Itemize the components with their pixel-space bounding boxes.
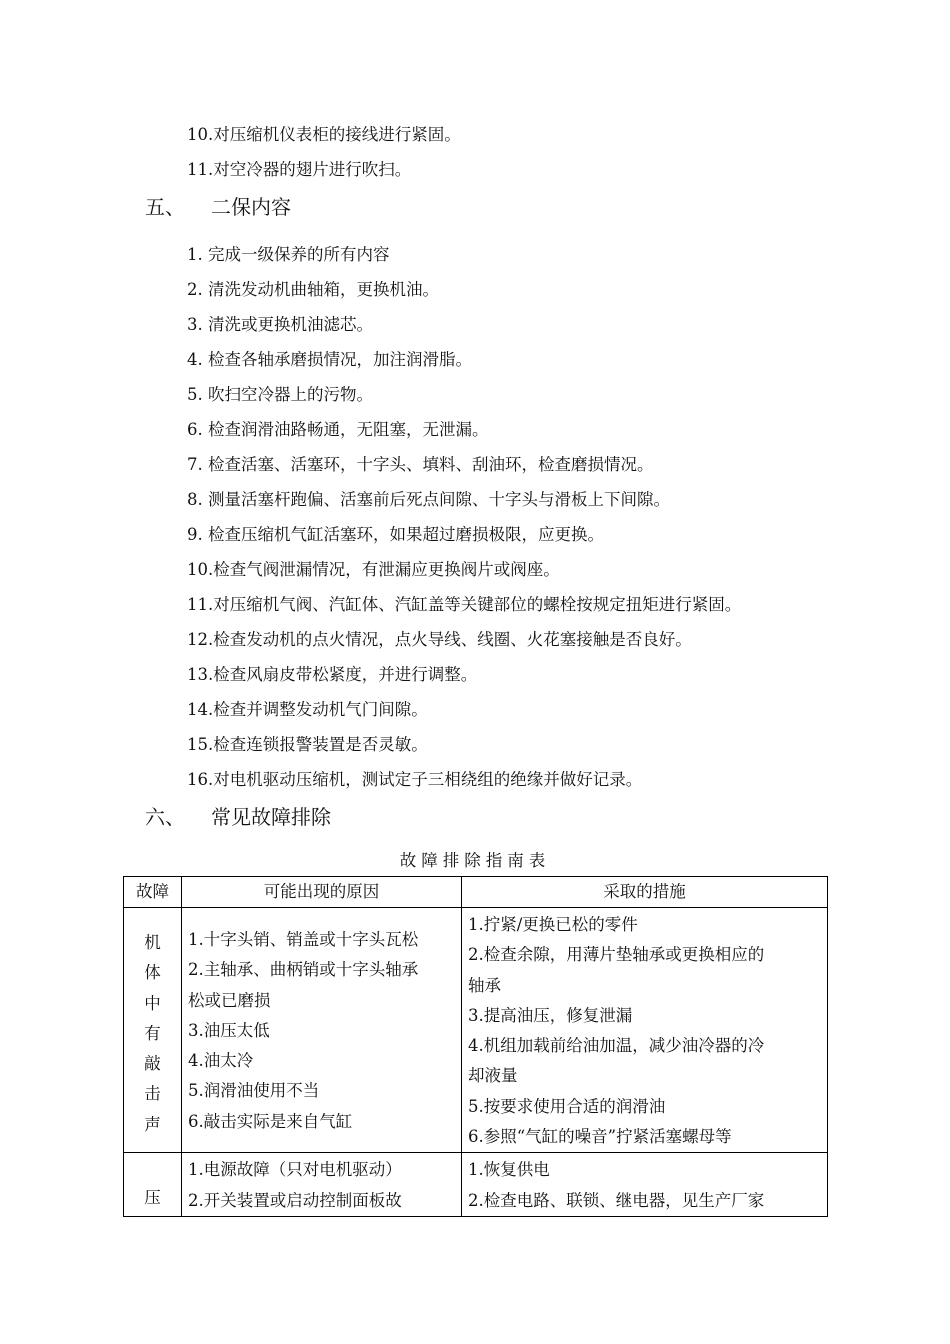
header-fault: 故障 xyxy=(124,877,182,908)
action-line: 6.参照“气缸的噪音”拧紧活塞螺母等 xyxy=(468,1127,732,1147)
cause-line: 3.油压太低 xyxy=(188,1020,270,1040)
cause-line: 1.十字头销、销盖或十字头瓦松 xyxy=(188,930,419,949)
fault-char: 压 xyxy=(144,1188,161,1208)
table-row xyxy=(124,908,828,1153)
fault-guide-table xyxy=(123,876,828,1217)
action-line: 2.检查余隙，用薄片垫轴承或更换相应的 xyxy=(468,945,765,965)
action-line: 1.恢复供电 xyxy=(468,1160,550,1180)
section-heading-6 xyxy=(145,804,331,830)
list-item: 13.检查风扇皮带松紧度，并进行调整。 xyxy=(187,665,478,684)
cause-line: 4.油太冷 xyxy=(188,1051,254,1071)
list-item: 11.对压缩机气阀、汽缸体、汽缸盖等关键部位的螺栓按规定扭矩进行紧固。 xyxy=(187,595,742,614)
fault-char: 敲 xyxy=(144,1054,161,1074)
list-item: 9. 检查压缩机气缸活塞环，如果超过磨损极限，应更换。 xyxy=(187,525,604,544)
list-item: 14.检查并调整发动机气门间隙。 xyxy=(187,700,428,719)
action-line: 5.按要求使用合适的润滑油 xyxy=(468,1096,666,1116)
section-number: 六、 xyxy=(145,805,185,829)
cause-line: 6.敲击实际是来自气缸 xyxy=(188,1111,353,1131)
fault-char: 中 xyxy=(144,993,161,1013)
action-line: 轴承 xyxy=(468,975,501,995)
cause-line: 5.润滑油使用不当 xyxy=(188,1081,320,1101)
table-row xyxy=(124,1153,828,1217)
action-line: 却液量 xyxy=(468,1066,518,1086)
fault-char: 击 xyxy=(144,1084,161,1104)
section-number: 五、 xyxy=(145,195,185,219)
action-line: 2.检查电路、联锁、继电器，见生产厂家 xyxy=(468,1190,765,1210)
fault-cell xyxy=(124,1153,182,1217)
list-item: 7. 检查活塞、活塞环，十字头、填料、刮油环，检查磨损情况。 xyxy=(187,455,654,474)
header-causes: 可能出现的原因 xyxy=(182,877,462,908)
fault-char: 体 xyxy=(144,963,161,983)
section-title: 二保内容 xyxy=(211,195,291,219)
fault-cell xyxy=(124,908,182,1153)
fault-char: 声 xyxy=(144,1114,161,1134)
list-item: 10.检查气阀泄漏情况，有泄漏应更换阀片或阀座。 xyxy=(187,560,560,579)
cause-line: 2.主轴承、曲柄销或十字头轴承 xyxy=(188,960,419,980)
list-item: 5. 吹扫空冷器上的污物。 xyxy=(187,385,373,404)
prev-item: 10.对压缩机仪表柜的接线进行紧固。 xyxy=(187,125,461,144)
list-item: 8. 测量活塞杆跑偏、活塞前后死点间隙、十字头与滑板上下间隙。 xyxy=(187,490,670,509)
action-line: 4.机组加载前给油加温，减少油冷器的冷 xyxy=(468,1036,765,1056)
action-line: 3.提高油压，修复泄漏 xyxy=(468,1005,633,1025)
list-item: 6. 检查润滑油路畅通，无阻塞，无泄漏。 xyxy=(187,420,489,439)
table-header-row xyxy=(124,877,828,908)
list-item: 3. 清洗或更换机油滤芯。 xyxy=(187,315,373,334)
header-actions: 采取的措施 xyxy=(462,877,828,908)
actions-cell xyxy=(462,1153,828,1217)
list-item: 2. 清洗发动机曲轴箱，更换机油。 xyxy=(187,280,439,299)
action-line: 1.拧紧/更换已松的零件 xyxy=(468,915,638,934)
cause-line: 1.电源故障（只对电机驱动） xyxy=(188,1160,402,1180)
list-item: 1. 完成一级保养的所有内容 xyxy=(187,245,390,264)
cause-line: 松或已磨损 xyxy=(188,990,271,1010)
table-title: 故障排除指南表 xyxy=(399,851,551,870)
section-title: 常见故障排除 xyxy=(211,805,331,829)
cause-line: 2.开关装置或启动控制面板故 xyxy=(188,1190,402,1210)
prev-item: 11.对空冷器的翅片进行吹扫。 xyxy=(187,160,412,179)
causes-cell xyxy=(182,908,462,1153)
section-heading-5 xyxy=(145,194,291,220)
fault-char: 机 xyxy=(144,933,161,952)
causes-cell xyxy=(182,1153,462,1217)
actions-cell xyxy=(462,908,828,1153)
list-item: 15.检查连锁报警装置是否灵敏。 xyxy=(187,735,428,754)
list-item: 12.检查发动机的点火情况，点火导线、线圈、火花塞接触是否良好。 xyxy=(187,630,692,649)
list-item: 4. 检查各轴承磨损情况，加注润滑脂。 xyxy=(187,350,472,369)
fault-char: 有 xyxy=(144,1023,161,1043)
list-item: 16.对电机驱动压缩机，测试定子三相绕组的绝缘并做好记录。 xyxy=(187,770,643,789)
